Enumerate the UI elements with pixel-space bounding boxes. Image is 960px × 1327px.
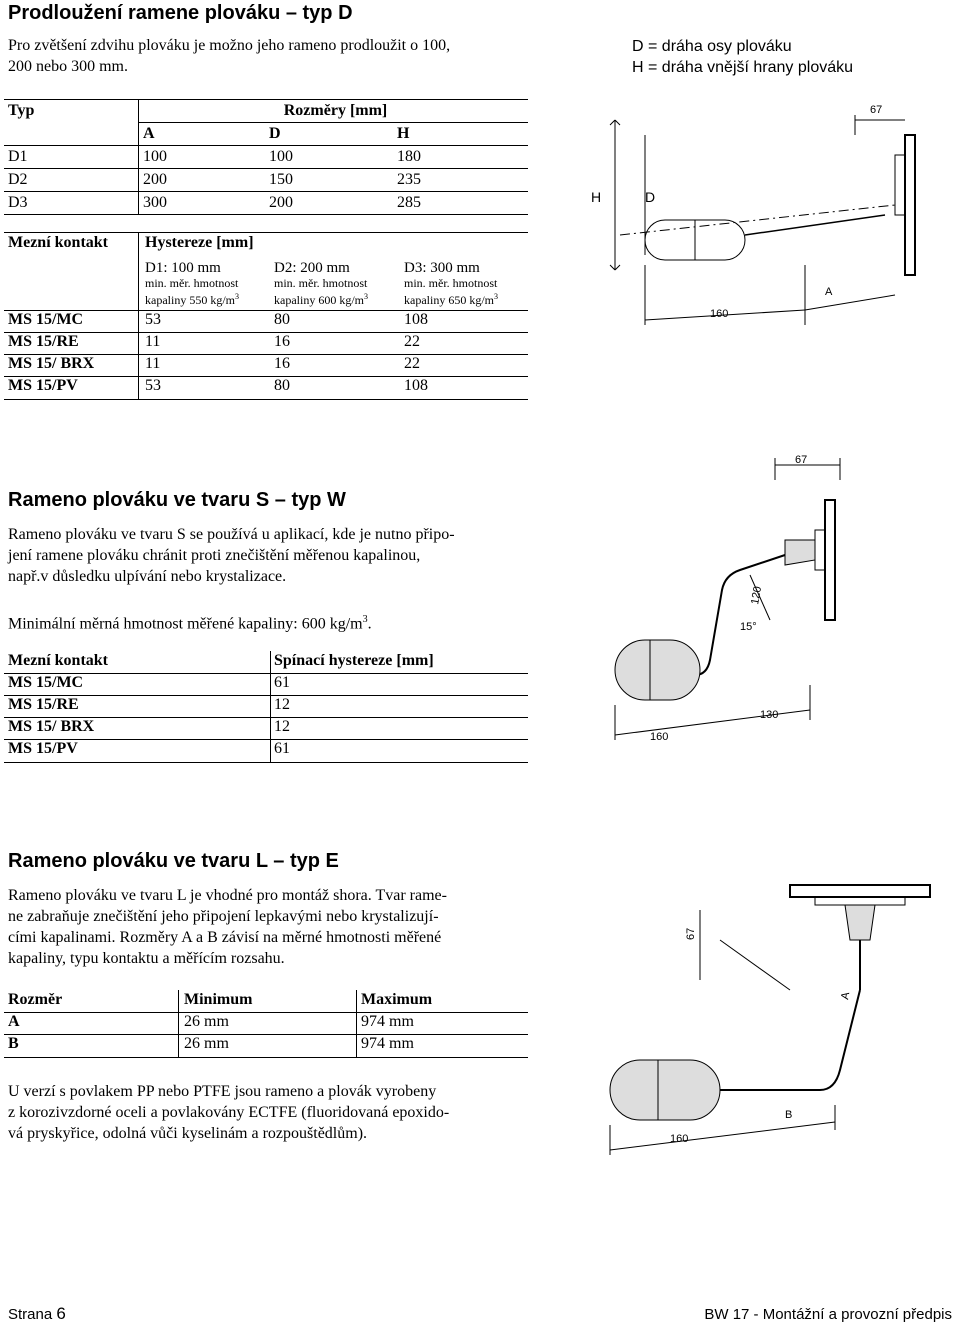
dims-sub-h: H bbox=[397, 125, 410, 142]
w-header-contact: Mezní kontakt bbox=[8, 652, 108, 669]
hyst-cell: MS 15/ BRX bbox=[8, 355, 95, 372]
dims-cell: 200 bbox=[269, 194, 293, 211]
drawing-w-dim-160: 160 bbox=[650, 731, 669, 743]
hyst-cell: 11 bbox=[145, 333, 161, 350]
hyst-group-sup: 3 bbox=[235, 292, 239, 301]
hyst-group-line1: min. měr. hmotnost bbox=[145, 276, 239, 290]
e-cell: 974 mm bbox=[361, 1013, 414, 1030]
hyst-group-d1 bbox=[145, 260, 239, 307]
drawing-d-label-h: H bbox=[591, 189, 602, 205]
section-e-note-line1: U verzí s povlakem PP nebo PTFE jsou rameno a plovák vyrobeny bbox=[8, 1083, 437, 1100]
drawing-e-dim-67: 67 bbox=[685, 927, 697, 940]
hyst-cell: 16 bbox=[274, 333, 290, 350]
section-w-text-line3: např.v důsledku ulpívání nebo krystalizace. bbox=[8, 568, 287, 585]
section-e-text-line4: kapaliny, typu kontaktu a měřícím rozsahu. bbox=[8, 950, 285, 967]
section-d-title: Prodloužení ramene plováku – typ D bbox=[8, 2, 353, 24]
dims-table bbox=[4, 100, 528, 215]
dims-cell: D2 bbox=[4, 169, 139, 192]
hyst-group-sup: 3 bbox=[364, 292, 368, 301]
section-e-text-line1: Rameno plováku ve tvaru L je vhodné pro montáž shora. Tvar rame- bbox=[8, 887, 447, 904]
drawing-e-dim-160: 160 bbox=[670, 1133, 689, 1145]
hyst-header-contact: Mezní kontakt bbox=[8, 234, 108, 251]
hyst-cell: 53 bbox=[145, 377, 161, 394]
hyst-group-line2: kapaliny 600 kg/m bbox=[274, 293, 364, 307]
hyst-group-d2 bbox=[274, 260, 368, 307]
dims-header-dims: Rozměry [mm] bbox=[139, 100, 529, 123]
dims-cell: 235 bbox=[397, 171, 421, 188]
min-density-text: Minimální měrná hmotnost měřené kapaliny: 600 kg/m bbox=[8, 615, 363, 633]
drawing-d-dim-67: 67 bbox=[870, 104, 883, 116]
w-header-hyst: Spínací hystereze [mm] bbox=[274, 652, 434, 669]
section-e-note bbox=[8, 1081, 449, 1144]
section-w-text-line2: jení ramene plováku chránit proti znečištění měřenou kapalinou, bbox=[8, 547, 421, 564]
drawing-type-e bbox=[590, 860, 955, 1160]
w-cell: 12 bbox=[274, 718, 290, 735]
dims-table-top-rule bbox=[4, 99, 528, 100]
e-cell: B bbox=[8, 1035, 19, 1052]
hyst-cell: 108 bbox=[404, 311, 428, 328]
min-density-sup: 3 bbox=[362, 614, 368, 625]
dims-cell: 180 bbox=[397, 148, 421, 165]
hyst-table bbox=[4, 232, 528, 400]
footer-page-label: Strana bbox=[8, 1306, 53, 1323]
drawing-type-w bbox=[600, 450, 955, 750]
e-header-min: Minimum bbox=[184, 991, 253, 1008]
hyst-cell: 16 bbox=[274, 355, 290, 372]
section-e-note-line3: vá pryskyřice, odolná vůči kyselinám a rozpouštědlům). bbox=[8, 1125, 368, 1142]
drawing-w-dim-angle: 15° bbox=[740, 621, 757, 633]
section-e-text bbox=[8, 885, 447, 969]
footer-doc-title: BW 17 - Montážní a provozní předpis bbox=[704, 1306, 952, 1323]
hyst-group-line2: kapaliny 550 kg/m bbox=[145, 293, 235, 307]
section-e-text-line3: cími kapalinami. Rozměry A a B závisí na měrné hmotnosti měřené bbox=[8, 929, 442, 946]
section-w-text-line1: Rameno plováku ve tvaru S se používá u aplikací, kde je nutno připo- bbox=[8, 526, 455, 543]
e-header-max: Maximum bbox=[361, 991, 433, 1008]
min-density-end: . bbox=[367, 615, 372, 633]
hyst-cell: MS 15/RE bbox=[8, 333, 79, 350]
dims-cell: 300 bbox=[143, 194, 167, 211]
dims-sub-a: A bbox=[143, 125, 155, 142]
hyst-group-name: D3: 300 mm bbox=[404, 260, 480, 276]
dims-cell: D1 bbox=[4, 146, 139, 169]
section-w-min-density bbox=[8, 609, 372, 634]
w-cell: 61 bbox=[274, 740, 290, 757]
e-cell: 26 mm bbox=[184, 1035, 229, 1052]
hyst-cell: 53 bbox=[145, 311, 161, 328]
section-d-intro-line2: 200 nebo 300 mm. bbox=[8, 58, 128, 75]
hyst-cell: 80 bbox=[274, 377, 290, 394]
drawing-e-dim-a: A bbox=[839, 991, 853, 1001]
legend-d: D = dráha osy plováku bbox=[632, 38, 792, 55]
table-row bbox=[4, 169, 528, 192]
drawing-d-label-d: D bbox=[645, 189, 656, 205]
footer-page-number: 6 bbox=[56, 1304, 66, 1323]
table-row bbox=[4, 146, 528, 169]
legend-h: H = dráha vnější hrany plováku bbox=[632, 59, 854, 76]
hyst-group-d3 bbox=[404, 260, 498, 307]
w-cell: MS 15/RE bbox=[8, 696, 79, 713]
section-d-legend bbox=[632, 36, 853, 78]
drawing-e-dim-b: B bbox=[785, 1109, 793, 1121]
e-cell: A bbox=[8, 1013, 20, 1030]
hyst-cell: 11 bbox=[145, 355, 161, 372]
dims-sub-d: D bbox=[269, 125, 281, 142]
hyst-cell: 22 bbox=[404, 333, 420, 350]
dims-cell: 285 bbox=[397, 194, 421, 211]
w-cell: MS 15/MC bbox=[8, 674, 84, 691]
hyst-cell: 80 bbox=[274, 311, 290, 328]
e-table bbox=[4, 990, 528, 1058]
section-e-title: Rameno plováku ve tvaru L – typ E bbox=[8, 850, 339, 872]
hyst-cell: MS 15/MC bbox=[8, 311, 84, 328]
drawing-w-dim-120: 120 bbox=[749, 585, 765, 606]
hyst-cell: MS 15/PV bbox=[8, 377, 78, 394]
e-cell: 26 mm bbox=[184, 1013, 229, 1030]
w-cell: MS 15/ BRX bbox=[8, 718, 95, 735]
hyst-cell: 108 bbox=[404, 377, 428, 394]
hyst-group-line1: min. měr. hmotnost bbox=[274, 276, 368, 290]
section-w-text bbox=[8, 524, 455, 587]
hyst-header-hyst: Hystereze [mm] bbox=[145, 234, 254, 251]
hyst-group-sup: 3 bbox=[494, 292, 498, 301]
hyst-group-name: D1: 100 mm bbox=[145, 260, 221, 276]
table-row bbox=[4, 192, 528, 215]
section-d-intro-line1: Pro zvětšení zdvihu plováku je možno jeho rameno prodloužit o 100, bbox=[8, 37, 451, 54]
dims-cell: 200 bbox=[143, 171, 167, 188]
dims-cell: 100 bbox=[269, 148, 293, 165]
e-header-dim: Rozměr bbox=[8, 991, 63, 1008]
w-table bbox=[4, 651, 528, 763]
section-w-title: Rameno plováku ve tvaru S – typ W bbox=[8, 489, 346, 511]
dims-header-type: Typ bbox=[4, 100, 139, 123]
dims-cell: 100 bbox=[143, 148, 167, 165]
section-e-text-line2: ne zabraňuje znečištění jeho připojení lepkavými nebo krystalizují- bbox=[8, 908, 439, 925]
e-cell: 974 mm bbox=[361, 1035, 414, 1052]
w-cell: 61 bbox=[274, 674, 290, 691]
dims-cell: D3 bbox=[4, 192, 139, 215]
drawing-w-dim-130: 130 bbox=[760, 709, 779, 721]
hyst-group-line2: kapaliny 650 kg/m bbox=[404, 293, 494, 307]
w-cell: 12 bbox=[274, 696, 290, 713]
drawing-w-dim-67: 67 bbox=[795, 454, 808, 466]
w-cell: MS 15/PV bbox=[8, 740, 78, 757]
hyst-group-line1: min. měr. hmotnost bbox=[404, 276, 498, 290]
hyst-group-name: D2: 200 mm bbox=[274, 260, 350, 276]
drawing-d-dim-160: 160 bbox=[710, 308, 729, 320]
drawing-type-d bbox=[585, 95, 955, 345]
drawing-d-dim-a: A bbox=[825, 286, 833, 298]
hyst-cell: 22 bbox=[404, 355, 420, 372]
section-e-note-line2: z korozivzdorné oceli a povlakovány ECTFE (fluoridovaná epoxido- bbox=[8, 1104, 450, 1121]
section-d-intro bbox=[8, 35, 450, 77]
footer-page bbox=[8, 1304, 66, 1324]
dims-cell: 150 bbox=[269, 171, 293, 188]
